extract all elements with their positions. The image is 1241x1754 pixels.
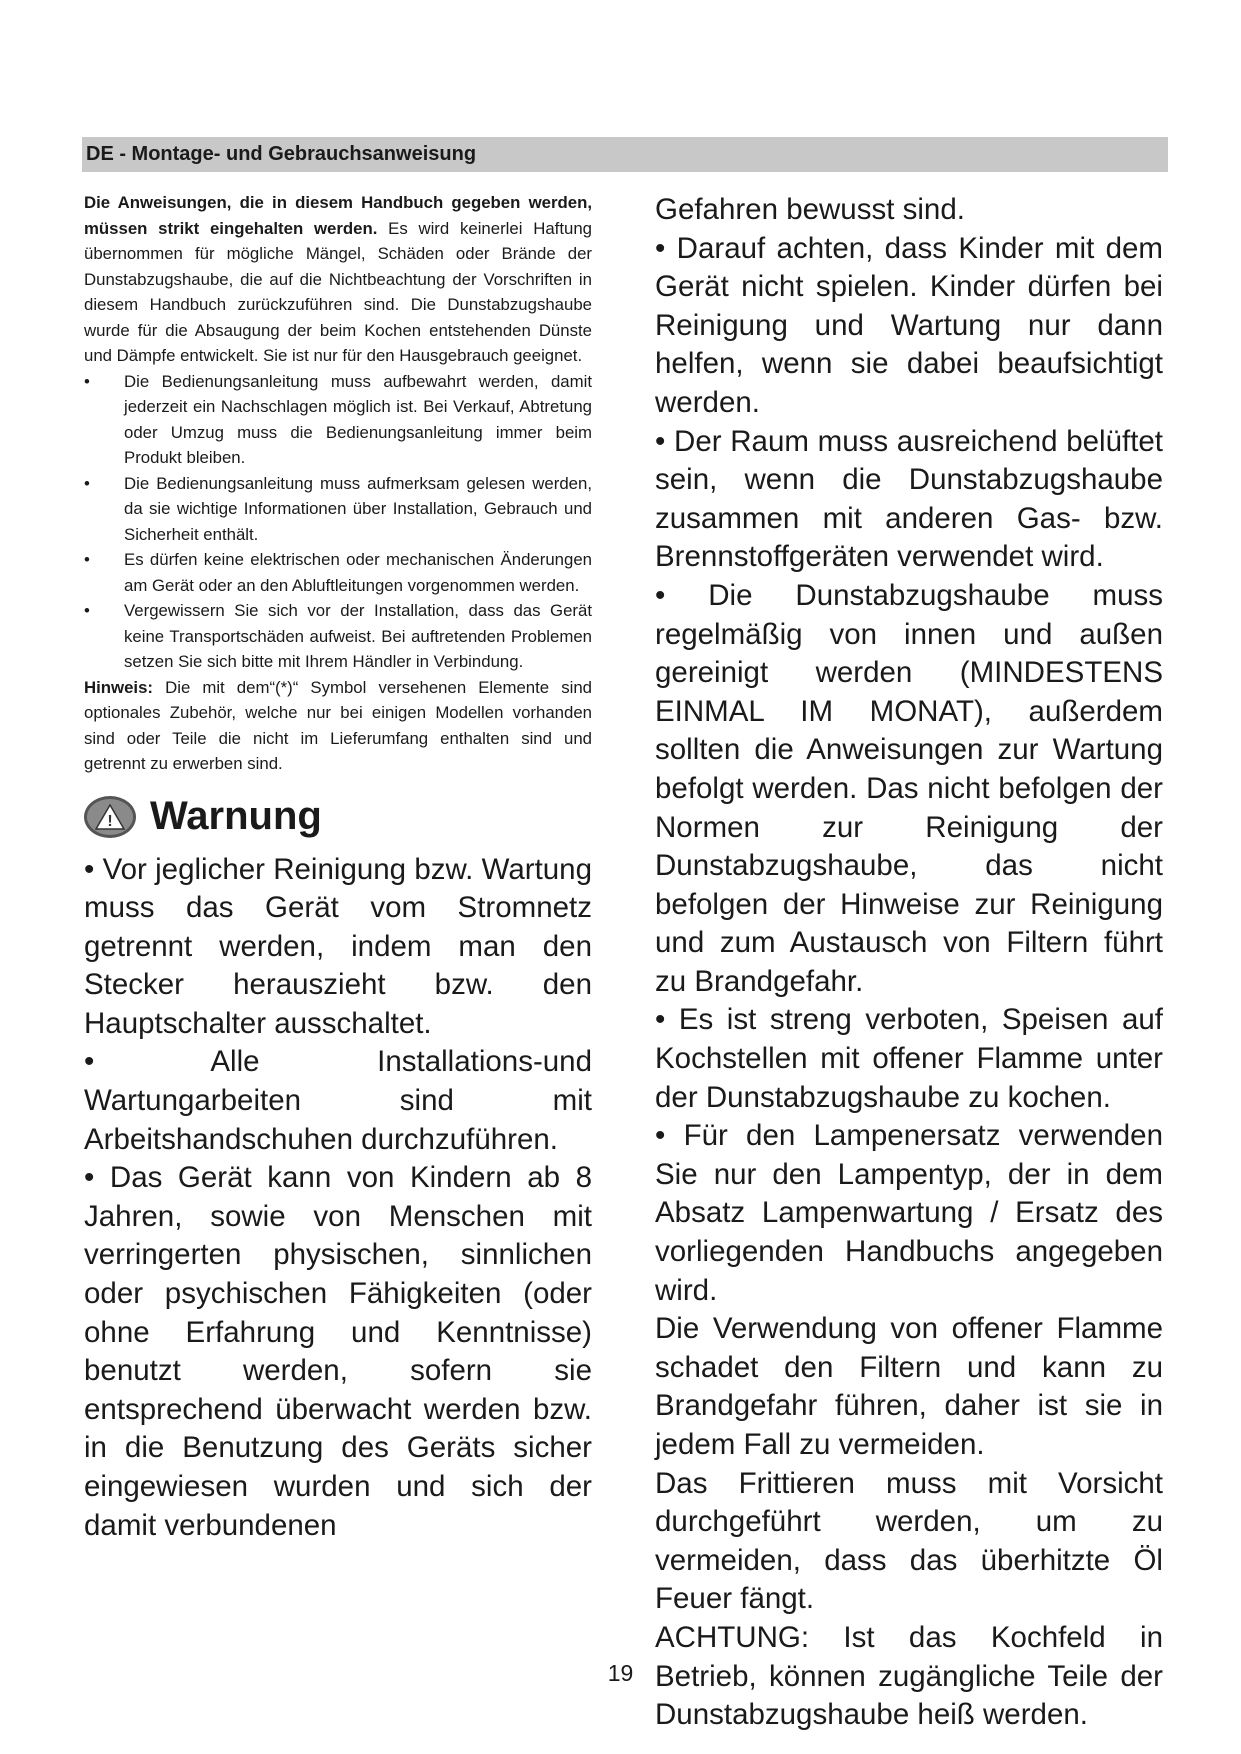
right-column [655, 191, 1163, 1735]
warning-title: Warnung [150, 794, 322, 838]
hint-text: Die mit dem“(*)“ Symbol versehenen Elemente sind optionales Zubehör, welche nur bei einigen Modellen vorhanden sind oder Teile die nicht im Lieferumfang enthalten sind und getrennt zu erwerben sind. [84, 677, 592, 773]
warning-paragraph: Gefahren bewusst sind. [655, 193, 965, 226]
warning-icon [84, 796, 136, 838]
intro-bold: Die Anweisungen, die in diesem Handbuch gegeben werden, müssen strikt eingehalten werden. [84, 193, 592, 238]
instruction-list [84, 369, 592, 675]
hint-label: Hinweis: [84, 677, 154, 697]
warning-paragraph: • Alle Installations-und Wartungarbeiten sind mit Arbeitshandschuhen durchzuführen. [84, 1045, 592, 1156]
intro-block [84, 190, 592, 777]
warning-paragraph: Das Frittieren muss mit Vorsicht durchgeführt werden, um zu vermeiden, dass das überhitzte Öl Feuer fängt. [655, 1466, 1163, 1616]
page-number: 19 [607, 1660, 634, 1686]
list-item: • Die Bedienungsanleitung muss aufbewahrt werden, damit jederzeit ein Nachschlagen möglich ist. Bei Verkauf, Abtretung oder Umzug muss die Bedienungsanleitung immer beim Produkt bleiben. [84, 371, 592, 467]
section-header-title: DE - Montage- und Gebrauchsanweisung [86, 143, 477, 165]
list-item: • Die Bedienungsanleitung muss aufmerksam gelesen werden, da sie wichtige Informationen über Installation, Gebrauch und Sicherheit enthält. [84, 473, 592, 544]
warning-heading [84, 787, 592, 847]
warning-paragraph: • Darauf achten, dass Kinder mit dem Gerät nicht spielen. Kinder dürfen bei Reinigung und Wartung nur dann helfen, wenn sie dabei beaufsichtigt werden. [655, 231, 1163, 419]
section-header [82, 137, 1168, 172]
warning-paragraph: • Die Dunstabzugshaube muss regelmäßig von innen und außen gereinigt werden (MINDESTENS EINMAL IM MONAT), außerdem sollten die Anweisungen zur Wartung befolgt werden. Das nicht befolgen der Normen zur Reinigung der Dunstabzugshaube, das nicht befolgen der Hinweise zur Reinigung und zum Austausch von Filtern führt zu Brandgefahr. [655, 578, 1163, 998]
warning-paragraph: • Der Raum muss ausreichend belüftet sein, wenn die Dunstabzugshaube zusammen mit anderen Gas- bzw. Brennstoffgeräten verwendet wird. [655, 424, 1163, 574]
hint-paragraph [84, 675, 592, 777]
list-item: • Vergewissern Sie sich vor der Installation, dass das Gerät keine Transportschäden aufweist. Bei auftretenden Problemen setzen Sie sich bitte mit Ihrem Händler in Verbindung. [84, 601, 592, 671]
list-item-text: Vergewissern Sie sich vor der Installation, dass das Gerät keine Transportschäden aufweist. Bei auftretenden Problemen setzen Sie sich bitte mit Ihrem Händler in Verbindung. [124, 601, 592, 671]
list-item-text: Es dürfen keine elektrischen oder mechanischen Änderungen am Gerät oder an den Abluftleitungen vorgenommen werden. [124, 550, 592, 595]
left-column [84, 190, 592, 1545]
warning-paragraph: • Es ist streng verboten, Speisen auf Kochstellen mit offener Flamme unter der Dunstabzugshaube zu kochen. [655, 1003, 1163, 1114]
warning-paragraph: • Das Gerät kann von Kindern ab 8 Jahren, sowie von Menschen mit verringerten physischen, sinnlichen oder psychischen Fähigkeiten (oder ohne Erfahrung und Kenntnisse) benutzt werden, sofern sie entsprechend überwacht werden bzw. in die Benutzung des Geräts sicher eingewiesen wurden und sich der damit verbundenen [84, 1161, 592, 1542]
list-item: • Es dürfen keine elektrischen oder mechanischen Änderungen am Gerät oder an den Abluftleitungen vorgenommen werden. [84, 550, 592, 595]
list-item-text: Die Bedienungsanleitung muss aufbewahrt werden, damit jederzeit ein Nachschlagen möglich ist. Bei Verkauf, Abtretung oder Umzug muss die Bedienungsanleitung immer beim Produkt bleiben. [124, 371, 592, 467]
warning-paragraph: • Für den Lampenersatz verwenden Sie nur den Lampentyp, der in dem Absatz Lampenwartung / Ersatz des vorliegenden Handbuchs angegeben wird. [655, 1119, 1163, 1307]
list-item-text: Die Bedienungsanleitung muss aufmerksam gelesen werden, da sie wichtige Informationen über Installation, Gebrauch und Sicherheit enthält. [124, 473, 592, 544]
intro-paragraph [84, 190, 592, 369]
intro-text: Es wird keinerlei Haftung übernommen für mögliche Mängel, Schäden oder Brände der Dunstabzugshaube, die auf die Nichtbeachtung der Vorschriften in diesem Handbuch zurückzuführen sind. Die Dunstabzugshaube wurde für die Absaugung der beim Kochen entstehenden Dünste und Dämpfe entwickelt. Sie ist nur für den Hausgebrauch geeignet. [84, 218, 592, 365]
warning-icon-symbol: ! [107, 812, 113, 830]
warning-paragraph: • Vor jeglicher Reinigung bzw. Wartung muss das Gerät vom Stromnetz getrennt werden, indem man den Stecker herauszieht bzw. den Hauptschalter ausschaltet. [84, 852, 592, 1040]
warning-paragraph: Die Verwendung von offener Flamme schadet den Filtern und kann zu Brandgefahr führen, daher ist sie in jedem Fall zu vermeiden. [655, 1312, 1163, 1461]
warning-left-text [84, 851, 592, 1546]
warning-paragraph: ACHTUNG: Ist das Kochfeld in Betrieb, können zugängliche Teile der Dunstabzugshaube heiß werden. [655, 1620, 1163, 1732]
